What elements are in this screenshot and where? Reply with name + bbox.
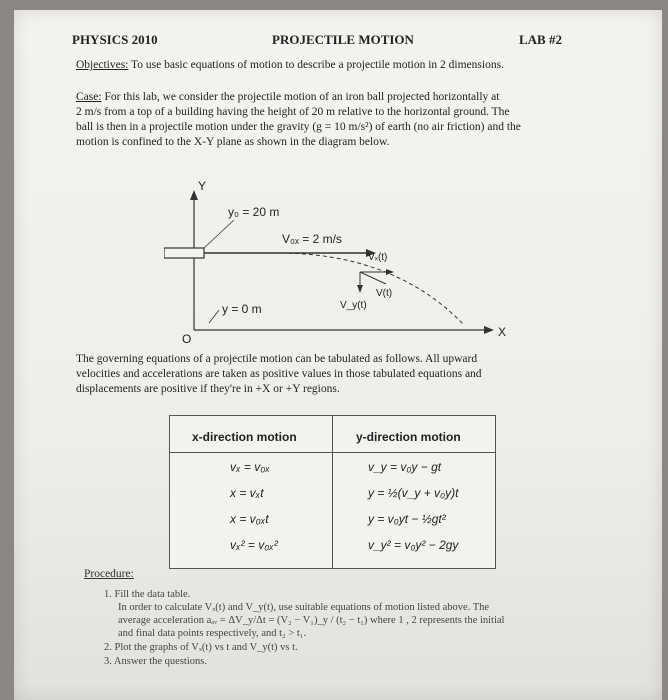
page-title: PROJECTILE MOTION bbox=[272, 32, 414, 47]
case-line: motion is confined to the X-Y plane as shown in the diagram below. bbox=[76, 136, 390, 148]
governing-paragraph bbox=[76, 352, 581, 397]
objectives-label: Objectives: bbox=[76, 59, 129, 71]
equations-table bbox=[169, 415, 496, 569]
y-zero-label: y = 0 m bbox=[222, 302, 262, 316]
vy-t-label: V_y(t) bbox=[340, 300, 367, 311]
case-label: Case: bbox=[76, 91, 102, 103]
y-direction-header: y-direction motion bbox=[356, 430, 461, 444]
y0-label: y₀ = 20 m bbox=[228, 205, 280, 219]
column-divider bbox=[332, 416, 333, 568]
trajectory-path bbox=[274, 253, 464, 325]
y-equation: v_y = v₀y − gt bbox=[368, 460, 442, 474]
v-t-label: V(t) bbox=[376, 288, 393, 299]
procedure-step-detail: and final data points respectively, and t₂ > t₁. bbox=[118, 628, 307, 639]
x-direction-header: x-direction motion bbox=[192, 430, 297, 444]
case-line: For this lab, we consider the projectile motion of an iron ball projected horizontally at bbox=[101, 91, 500, 103]
case-paragraph bbox=[76, 90, 581, 150]
procedure-step-detail: In order to calculate Vₓ(t) and V_y(t), use suitable equations of motion listed above. The bbox=[118, 602, 490, 613]
governing-line: The governing equations of a projectile motion can be tabulated as follows. All upward bbox=[76, 353, 478, 365]
projectile-diagram bbox=[164, 180, 524, 350]
x-equation: x = v₀ₓt bbox=[230, 512, 269, 526]
y-axis-label: Y bbox=[198, 180, 207, 193]
vy-component-head bbox=[357, 285, 363, 293]
procedure-step: 2. Plot the graphs of Vₓ(t) vs t and V_y(t) vs t. bbox=[104, 642, 298, 653]
case-line: ball is then in a projectile motion under the gravity (g = 10 m/s²) of earth (no air friction) and the bbox=[76, 121, 521, 133]
objectives-text: To use basic equations of motion to describe a projectile motion in 2 dimensions. bbox=[128, 59, 504, 71]
objectives bbox=[76, 58, 581, 73]
x-axis-label: X bbox=[498, 325, 507, 339]
procedure-step: 3. Answer the questions. bbox=[104, 656, 207, 667]
vx-t-label: Vₓ(t) bbox=[368, 252, 388, 263]
origin-label: O bbox=[182, 332, 192, 346]
case-line: 2 m/s from a top of a building having the height of 20 m relative to the horizontal ground. The bbox=[76, 106, 510, 118]
building-ledge bbox=[164, 248, 204, 258]
x-axis-arrow bbox=[484, 326, 494, 334]
y0-leader bbox=[204, 220, 234, 248]
velocity-vector-line bbox=[360, 272, 386, 284]
governing-line: displacements are positive if they're in +X or +Y regions. bbox=[76, 383, 340, 395]
vx-component-head bbox=[386, 269, 394, 275]
x-equation: vₓ² = v₀ₓ² bbox=[230, 538, 278, 552]
y-equation: v_y² = v₀y² − 2gy bbox=[368, 538, 459, 552]
y-zero-leader bbox=[209, 310, 219, 323]
lab-number: LAB #2 bbox=[519, 32, 562, 47]
x-equation: vₓ = v₀ₓ bbox=[230, 460, 270, 474]
worksheet-page bbox=[14, 10, 662, 700]
governing-line: velocities and accelerations are taken as positive values in those tabulated equations and bbox=[76, 368, 482, 380]
x-equation: x = vₓt bbox=[230, 486, 264, 500]
procedure-step: 1. Fill the data table. bbox=[104, 589, 191, 600]
procedure-label: Procedure: bbox=[84, 568, 134, 580]
course-name: PHYSICS 2010 bbox=[72, 32, 158, 47]
y-equation: y = ½(v_y + v₀y)t bbox=[368, 486, 459, 500]
procedure-step-detail: average acceleration aₐᵥ = ΔV_y/Δt = (V₂ − V₁)_y / (t₂ − t₁) where 1 , 2 represents the initial bbox=[118, 615, 505, 626]
y-axis-arrow bbox=[190, 190, 198, 200]
v0x-label: V₀ₓ = 2 m/s bbox=[282, 232, 342, 246]
y-equation: y = v₀yt − ½gt² bbox=[368, 512, 446, 526]
